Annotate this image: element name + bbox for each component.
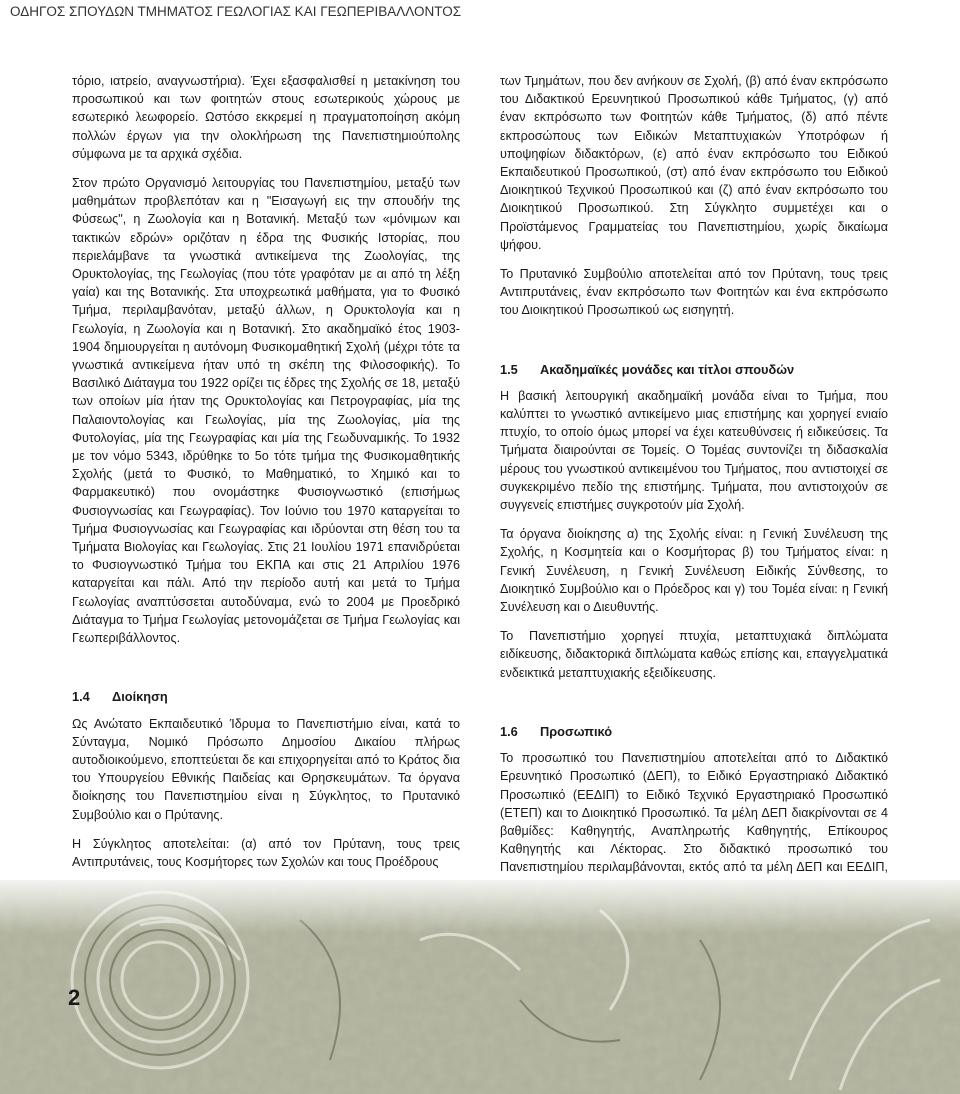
section-number: 1.5: [500, 361, 518, 377]
section-title: Προσωπικό: [540, 723, 613, 739]
section-heading-administration: [72, 688, 460, 706]
paragraph: Το Πρυτανικό Συμβούλιο αποτελείται από τον Πρύτανη, τους τρεις Αντιπρυτάνεις, έναν εκπρόσωπο των Φοιτητών και ένα εκπρόσωπο του Διοικητικού Προσωπικού ως εισηγητή.: [500, 267, 888, 318]
section-title: Διοίκηση: [112, 689, 168, 705]
fossil-texture-band: [0, 880, 960, 1094]
running-header: ΟΔΗΓΟΣ ΣΠΟΥΔΩΝ ΤΜΗΜΑΤΟΣ ΓΕΩΛΟΓΙΑΣ ΚΑΙ ΓΕΩΠΕΡΙΒΑΛΛΟΝΤΟΣ: [10, 4, 462, 19]
section-title: Ακαδημαϊκές μονάδες και τίτλοι σπουδών: [540, 361, 795, 377]
paragraph: Η βασική λειτουργική ακαδημαϊκή μονάδα είναι το Τμήμα, που καλύπτει το γνωστικό αντικείμενο μιας επιστήμης και χορηγεί ενιαίο πτυχίο, το οποίο όμως μπορεί να έχει κατευθύνσεις ή ειδικεύσεις. Τα Τμήματα διαιρούνται σε Τομείς. Ο Τομέας συντονίζει τη διδασκαλία μέρους του γνωστικού αντικειμένου του Τμήματος, που αντιστοιχεί σε συγκεκριμένο πεδίο της επιστήμης. Τμήματα, που αντιστοιχούν σε συγγενείς επιστήμες συγκροτούν μία Σχολή.: [500, 388, 888, 513]
paragraph: των Τμημάτων, που δεν ανήκουν σε Σχολή, (β) από έναν εκπρόσωπο του Διδακτικού Ερευνητικού Προσωπικού κάθε Τμήματος, (γ) από έναν εκπρόσωπο των Φοιτητών κάθε Τμήματος, (δ) από πέντε εκπροσώπους των Ειδικών Μεταπτυχιακών Υποτρόφων ή υποψηφίων διδακτόρων, (ε) από έναν εκπρόσωπο του Ειδικού Εκπαιδευτικού Προσωπικού, (στ) από έναν εκπρόσωπο του Ειδικού Διοικητικού Τεχνικού Προσωπικού και (ζ) από έναν εκπρόσωπο του Διοικητικού Προσωπικού. Στη Σύγκλητο συμμετέχει και ο Προϊστάμενος Γραμματείας του Πανεπιστημίου, χωρίς δικαίωμα ψήφου.: [500, 74, 888, 252]
section-number: 1.6: [500, 723, 518, 739]
paragraph: Το Πανεπιστήμιο χορηγεί πτυχία, μεταπτυχιακά διπλώματα ειδίκευσης, διδακτορικά διπλώματα καθώς επίσης και, επαγγελματικά ενδεικτικά μεταπτυχιακής εξειδίκευσης.: [500, 629, 888, 680]
paragraph: Η Σύγκλητος αποτελείται: (α) από τον Πρύτανη, τους τρεις Αντιπρυτάνεις, τους Κοσμήτορες των Σχολών και τους Προέδρους: [72, 836, 460, 869]
section-heading-academic-units: [500, 361, 888, 379]
left-column: [72, 72, 460, 882]
fossil-texture-image: [0, 880, 960, 1094]
section-heading-personnel: [500, 723, 888, 741]
section-number: 1.4: [72, 689, 90, 705]
paragraph: Στον πρώτο Οργανισμό λειτουργίας του Πανεπιστημίου, μεταξύ των μαθημάτων προβλεπόταν και η "Εισαγωγή εις την σπουδήν της Φύσεως", η Ζωολογία και η Βοτανική. Μεταξύ των «μόνιμων και τακτικών εδρών» οριζόταν η έδρα της Φυσικής Ιστορίας, που περιελάμβανε τα γνωστικά αντικείμενα της Ζωολογίας, της Ορυκτολογίας, της Γεωλογίας (που τότε γραφόταν με αι από τη λέξη γαία) και της Βοτανικής. Στα υποχρεωτικά μαθήματα, για το Φυσικό Τμήμα, περιλαμβανόταν, μεταξύ άλλων, η Ορυκτολογία και η Γεωλογία, η Ζωολογία και η Βοτανική. Στο ακαδημαϊκό έτος 1903-1904 δημιουργείται η αυτόνομη Φυσικομαθητική Σχολή (μέχρι τότε τα γνωστικά αντικείμενα ήταν υπό τη σκέπη της Φιλοσοφικής). Το Βασιλικό Διάταγμα του 1922 ορίζει τις έδρες της Σχολής σε 18, μεταξύ των οποίων μία ήταν της Ορυκτολογίας και Πετρογραφίας, μία της Παλαιοντολογίας και Γεωλογίας, μία της Ζωολογίας, μία της Φυτολογίας, μία της Γεωγραφίας και μία της Γεωδυναμικής. Το 1932 με τον νόμο 5343, ιδρύθηκε το 5ο τότε τμήμα της Φυσικομαθητικής Σχολής (μετά το Φυσικό, το Μαθηματικό, το Χημικό και το Φαρμακευτικό) που ονομάστηκε Φυσιογνωστικό (επισήμως Φυσιογνωσίας και Γεωγραφίας). Τον Ιούνιο του 1970 καταργείται το Τμήμα Φυσιογνωσίας και Γεωγραφίας και ιδρύονται στη θέση του τα Τμήματα Βιολογίας και Γεωλογίας. Στις 21 Ιουλίου 1971 επανιδρύεται το Φυσιογνωστικό Τμήμα του ΕΚΠΑ και στις 21 Απριλίου 1976 καταργείται και πάλι. Από την περίοδο αυτή και μετά το Τμήμα Γεωλογίας αναπτύσσεται αυτοδύναμα, ενώ το 2004 με Προεδρικό Διάταγμα το Τμήμα Γεωλογίας μετονομάζεται σε Τμήμα Γεωλογίας και Γεωπεριβάλλοντος.: [72, 176, 460, 646]
paragraph: Το προσωπικό του Πανεπιστημίου αποτελείται από το Διδακτικό Ερευνητικό Προσωπικό (ΔΕΠ), το Ειδικό Εργαστηριακό Διδακτικό Προσωπικό (ΕΕΔΙΠ) το Ειδικό Τεχνικό Εργαστηριακό Προσωπικό (ΕΤΕΠ) και το Διοικητικό Προσωπικό. Τα μέλη ΔΕΠ διακρίνονται σε 4 βαθμίδες: Καθηγητής, Αναπληρωτής Καθηγητής, Επίκουρος Καθηγητής και Λέκτορας. Στο διδακτικό προσωπικό του Πανεπιστημίου περιλαμβάνονται, εκτός από τα μέλη ΔΕΠ και ΕΕΔΙΠ,: [500, 751, 888, 875]
right-column: [500, 72, 888, 906]
paragraph: τόριο, ιατρείο, αναγνωστήρια). Έχει εξασφαλισθεί η μετακίνηση του προσωπικού και των φοιτητών στους εσωτερικούς χώρους με εσωτερικό λεωφορείο. Ωστόσο εκκρεμεί η πραγματοποίηση ακόμη πολλών έργων για την ολοκλήρωση της Πανεπιστημιούπολης σύμφωνα με τα αρχικά σχέδια.: [72, 74, 460, 161]
paragraph: Τα όργανα διοίκησης α) της Σχολής είναι: η Γενική Συνέλευση της Σχολής, η Κοσμητεία και ο Κοσμήτορας β) του Τμήματος είναι: η Γενική Συνέλευση, η Γενική Συνέλευση Ειδικής Σύνθεσης, το Διοικητικό Συμβούλιο και ο Πρόεδρος και γ) του Τομέα είναι: η Γενική Συνέλευση και ο Διευθυντής.: [500, 527, 888, 615]
paragraph: Ως Ανώτατο Εκπαιδευτικό Ίδρυμα το Πανεπιστήμιο είναι, κατά το Σύνταγμα, Νομικό Πρόσωπο Δημοσίου Δικαίου πλήρως αυτοδιοικούμενο, εποπτεύεται δε και επιχορηγείται από το Κράτος δια του Υπουργείου Εθνικής Παιδείας και Θρησκευμάτων. Τα όργανα διοίκησης του Πανεπιστημίου είναι η Σύγκλητος, το Πρυτανικό Συμβούλιο και ο Πρύτανης.: [72, 716, 460, 822]
page-number: 2: [68, 985, 81, 1010]
